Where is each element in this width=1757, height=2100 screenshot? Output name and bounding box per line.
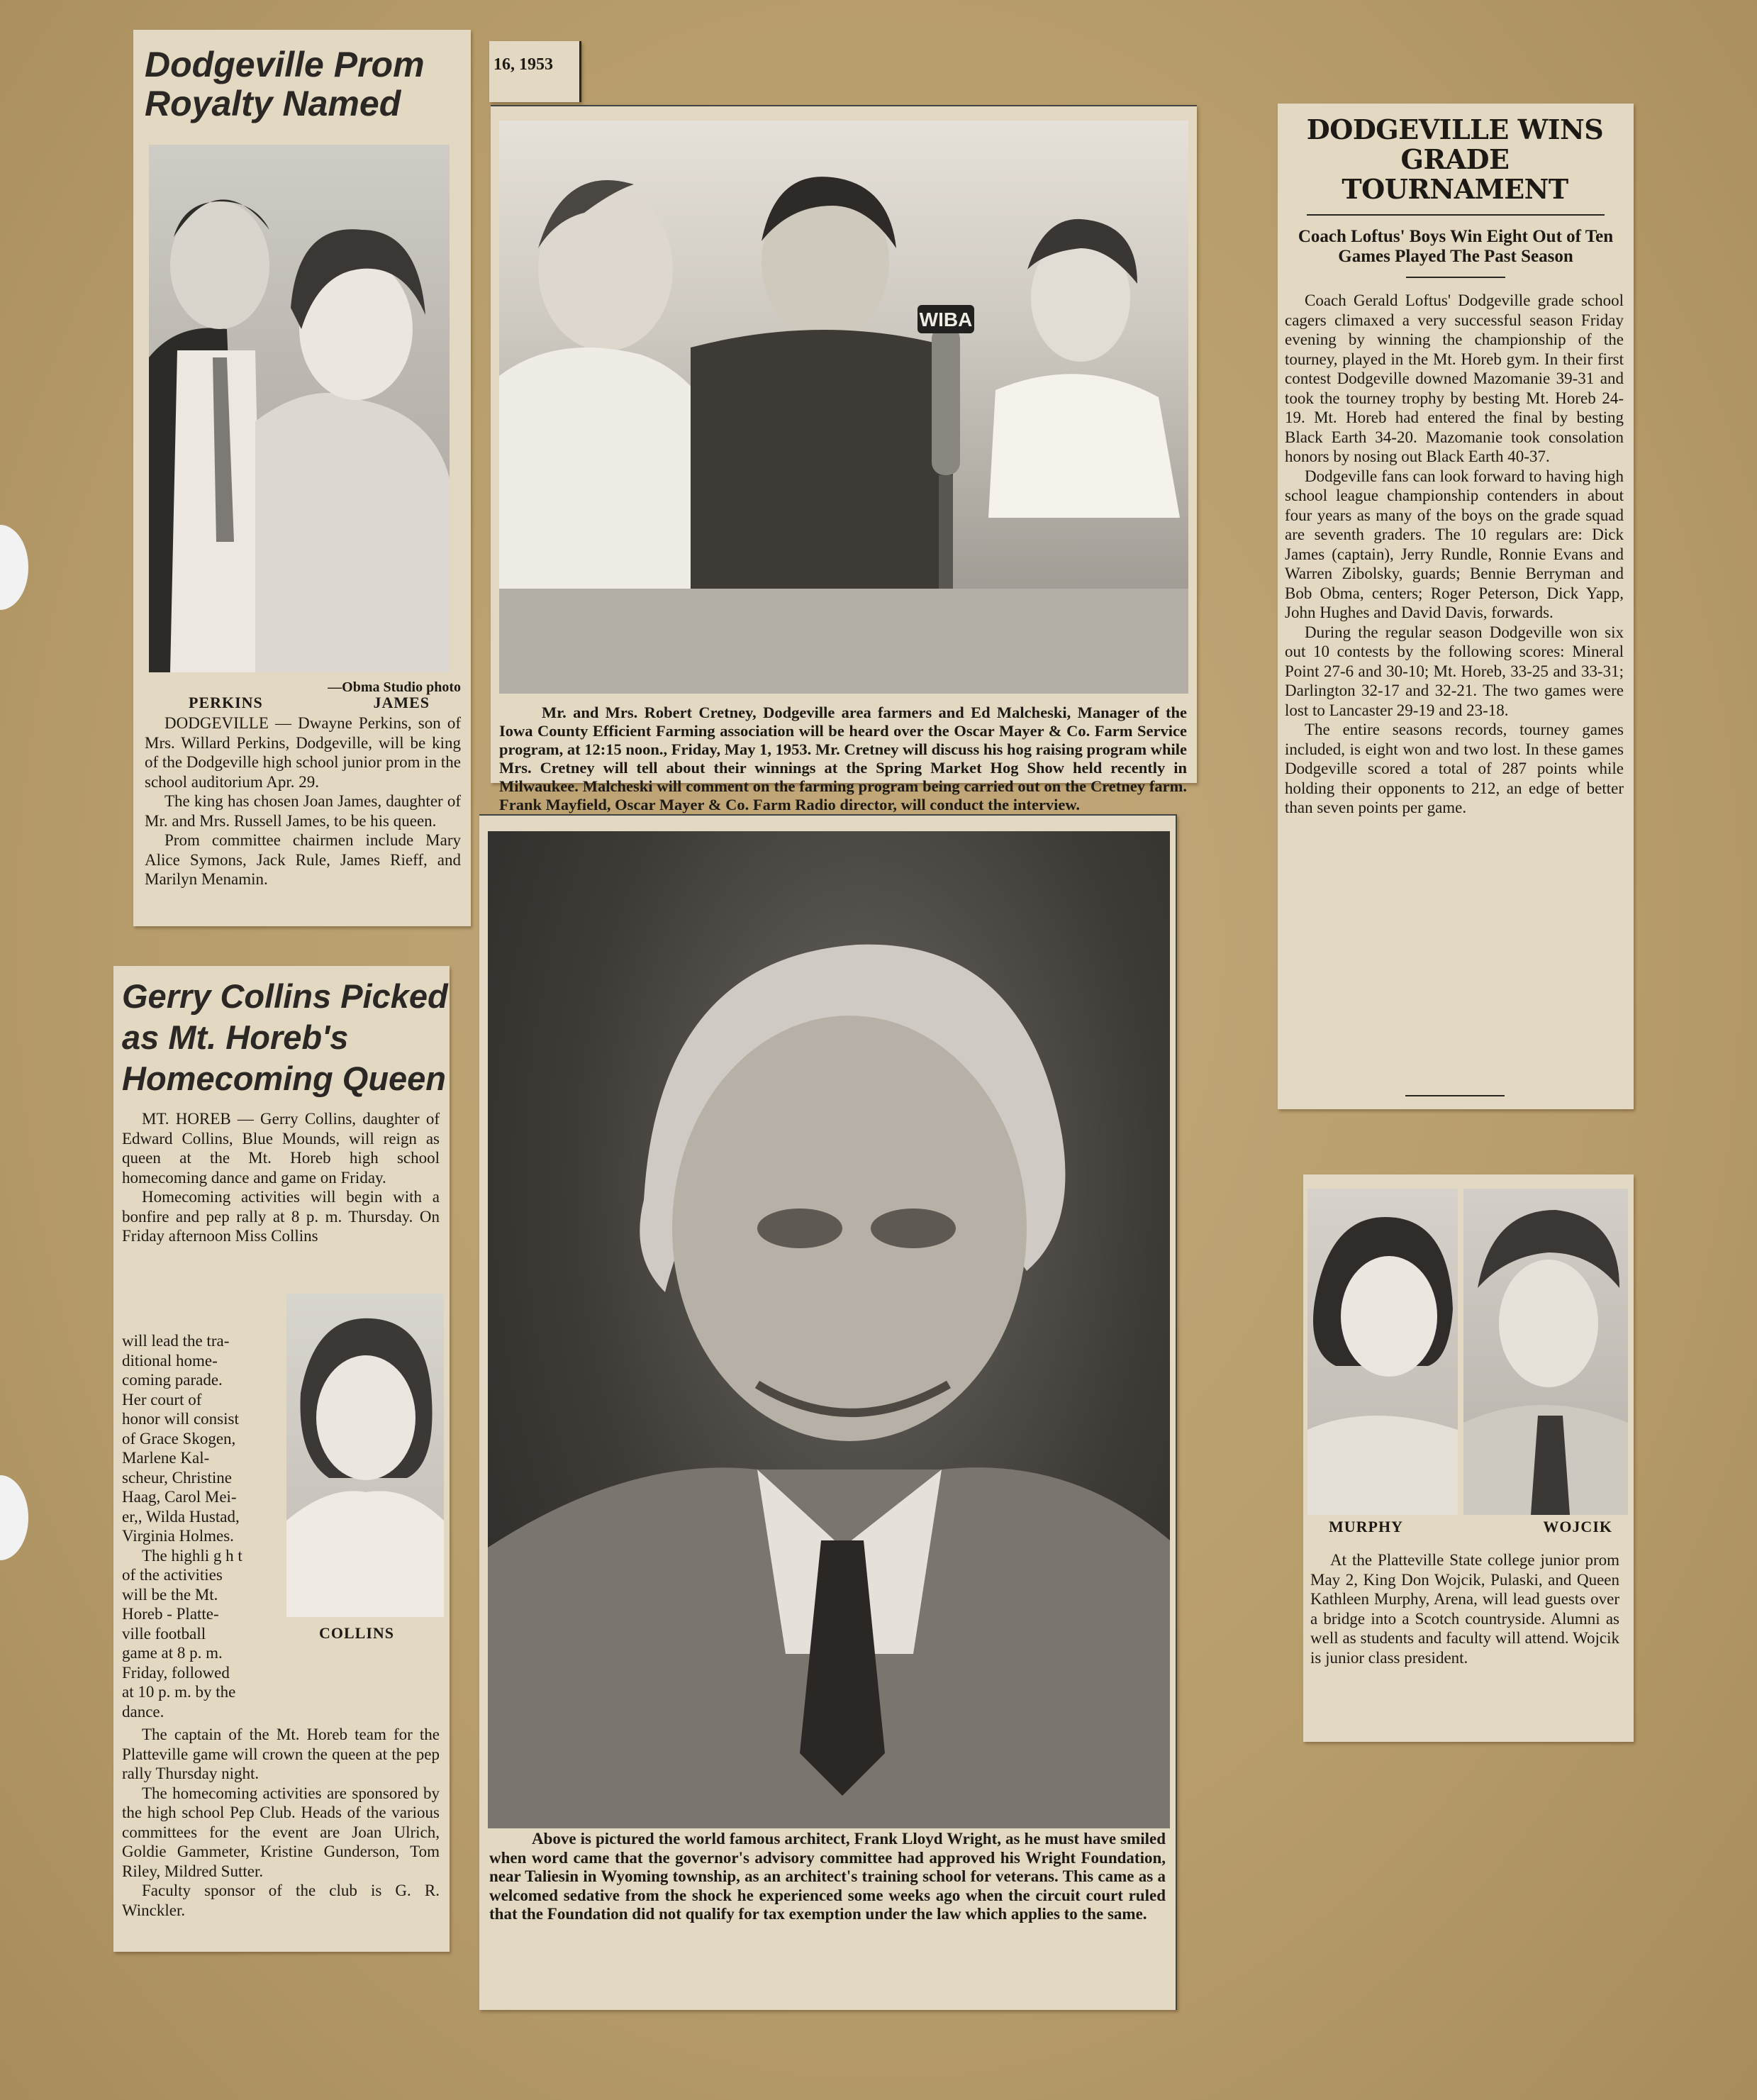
text-line: scheur, Christine bbox=[122, 1468, 232, 1487]
text-line: Horeb - Platte- bbox=[122, 1605, 219, 1623]
frank-lloyd-wright-caption: Above is pictured the world famous architect, Frank Lloyd Wright, as he must have smiled when word came that the governor's advisory committee had approved his Wright Foundation, near Taliesin in Wyoming township, as an architect's training school for veterans. This came as a welcomed sedative from the shock he experienced some weeks ago when the circuit court ruled that the Foundation did not qualify for tax exemption under the law which applies to the same. bbox=[489, 1830, 1166, 1923]
collins-photo-label: COLLINS bbox=[319, 1624, 395, 1642]
prom-photo bbox=[149, 145, 450, 672]
text-line: Virginia Holmes. bbox=[122, 1527, 234, 1545]
dateline-text: 16, 1953 bbox=[493, 55, 553, 74]
homecoming-paragraph: MT. HOREB — Gerry Collins, daughter of Edward Collins, Blue Mounds, will reign as queen at the Mt. Horeb high school homecoming dance and game on Friday. bbox=[122, 1110, 440, 1187]
clipping-platteville-prom bbox=[1303, 1174, 1634, 1742]
text-line: Haag, Carol Mei- bbox=[122, 1488, 237, 1506]
homecoming-paragraph: Homecoming activities will begin with a bonfire and pep rally at 8 p. m. Thursday. On Friday afternoon Miss Collins bbox=[122, 1188, 440, 1245]
text-line: of the activities bbox=[122, 1566, 223, 1584]
homecoming-paragraph: The captain of the Mt. Horeb team for the Platteville game will crown the queen at the pep rally Thursday night. bbox=[122, 1726, 440, 1782]
tournament-subhead: Coach Loftus' Boys Win Eight Out of Ten Games Played The Past Season bbox=[1298, 227, 1614, 266]
clipping-homecoming-queen bbox=[113, 966, 450, 1952]
text-line: er,, Wilda Hustad, bbox=[122, 1507, 240, 1526]
text-line: game at 8 p. m. bbox=[122, 1644, 223, 1662]
text-line: Friday, followed bbox=[122, 1663, 230, 1682]
tournament-paragraph: The entire seasons records, tourney games included, is eight won and two lost. In these games Dodgeville scored a total of 287 points while holding their opponents to 212, an edge of better than seven points per game. bbox=[1285, 721, 1624, 816]
prom-headline: Dodgeville Prom Royalty Named bbox=[145, 45, 425, 123]
microphone-wiba-label: WIBA bbox=[919, 309, 973, 330]
text-line: of Grace Skogen, bbox=[122, 1429, 236, 1448]
text-line: ditional home- bbox=[122, 1351, 218, 1370]
text-line: will lead the tra- bbox=[122, 1332, 230, 1350]
clipping-radio-program bbox=[491, 105, 1197, 813]
murphy-label: MURPHY bbox=[1329, 1518, 1403, 1535]
clipping-frank-lloyd-wright bbox=[479, 814, 1177, 2010]
homecoming-headline: Gerry Collins Picked as Mt. Horeb's Homecoming Queen bbox=[122, 977, 448, 1097]
tournament-paragraph: Coach Gerald Loftus' Dodgeville grade school cagers climaxed a very successful season Friday evening by winning the championship of the tourney, played in the Mt. Horeb gym. In their first contest Dodgeville downed Mazomanie 39-31 and took the tourney trophy by besting Mt. Horeb 24-19. Mt. Horeb had entered the final by besting Black Earth 34-20. Mazomanie took consolation honors by nosing out Black Earth 40-37. bbox=[1285, 291, 1624, 465]
murphy-photo bbox=[1307, 1189, 1458, 1515]
tournament-headline: DODGEVILLE WINS GRADE TOURNAMENT bbox=[1306, 113, 1604, 205]
prom-paragraph: The king has chosen Joan James, daughter of Mr. and Mrs. Russell James, to be his queen. bbox=[145, 792, 461, 830]
wojcik-label: WOJCIK bbox=[1543, 1518, 1612, 1535]
prom-photo-credit: —Obma Studio photo bbox=[328, 679, 461, 695]
tournament-paragraph: During the regular season Dodgeville won six out 10 contests by the following scores: Mineral Point 27-6 and 30-10; Mt. Horeb, 33-25 and 33-31; Darlington 32-17 and 32-21. The two games were lost to Lancaster 29-19 and 23-18. bbox=[1285, 623, 1624, 719]
prom-name-perkins: PERKINS bbox=[189, 694, 263, 711]
text-line: Her court of bbox=[122, 1390, 202, 1409]
radio-program-caption: Mr. and Mrs. Robert Cretney, Dodgeville area farmers and Ed Malcheski, Manager of the Iowa County Efficient Farming association will be heard over the Oscar Mayer & Co. Farm Service program, at 12:15 noon., Friday, May 1, 1953. Mr. Cretney will discuss his hog raising program while Mrs. Cretney will tell about their winnings at the Spring Market Hog Show held recently in Milwaukee. Malcheski will comment on the farming program being carried out on the Cretney farm. Frank Mayfield, Oscar Mayer & Co. Farm Radio director, will conduct the interview. bbox=[499, 704, 1187, 813]
collins-photo bbox=[286, 1294, 444, 1617]
frank-lloyd-wright-portrait bbox=[488, 831, 1170, 1828]
text-line: Marlene Kal- bbox=[122, 1449, 210, 1467]
prom-name-james: JAMES bbox=[373, 694, 430, 711]
binder-hole-bottom bbox=[0, 1475, 28, 1560]
dateline-strip bbox=[489, 41, 581, 102]
clipping-grade-tournament bbox=[1278, 104, 1634, 1109]
text-line: ville football bbox=[122, 1624, 206, 1643]
homecoming-narrow-column bbox=[122, 1331, 286, 1721]
binder-hole-top bbox=[0, 525, 28, 610]
radio-program-photo bbox=[499, 121, 1188, 694]
text-line: at 10 p. m. by the bbox=[122, 1683, 236, 1701]
homecoming-paragraph: Faculty sponsor of the club is G. R. Winckler. bbox=[122, 1882, 440, 1919]
tournament-paragraph: Dodgeville fans can look forward to having high school league championship contenders in about four years as many of the boys on the grade squad are seventh graders. The 10 regulars are: Dick James (captain), Jerry Rundle, Ronnie Evans and Warren Zibolsky, guards; Bennie Berryman and Bob Obma, centers; Roger Peterson, Dick Yapp, John Hughes and David Davis, forwards. bbox=[1285, 467, 1624, 621]
homecoming-paragraph: The homecoming activities are sponsored by the high school Pep Club. Heads of the various committees for the event are Joan Ulrich, Goldie Gammeter, Kristine Gunderson, Tom Riley, Mildred Sutter. bbox=[122, 1784, 440, 1880]
clipping-dodgeville-prom bbox=[133, 30, 471, 926]
text-line: honor will consist bbox=[122, 1410, 239, 1428]
platteville-caption: At the Platteville State college junior prom May 2, King Don Wojcik, Pulaski, and Queen Kathleen Murphy, Arena, will lead guests over a bridge into a Scotch countryside. Alumni as well as students and faculty will attend. Wojcik is junior class president. bbox=[1310, 1551, 1619, 1667]
text-line: dance. bbox=[122, 1702, 164, 1721]
prom-paragraph: Prom committee chairmen include Mary Alice Symons, Jack Rule, James Rieff, and Marilyn Menamin. bbox=[145, 831, 461, 888]
text-line: will be the Mt. bbox=[122, 1585, 218, 1604]
text-line: The highli g h t bbox=[142, 1546, 242, 1565]
wojcik-photo bbox=[1463, 1189, 1628, 1515]
text-line: coming parade. bbox=[122, 1371, 223, 1389]
prom-paragraph: DODGEVILLE — Dwayne Perkins, son of Mrs. Willard Perkins, Dodgeville, will be king of the Dodgeville high school junior prom in the school auditorium Apr. 29. bbox=[145, 714, 461, 791]
